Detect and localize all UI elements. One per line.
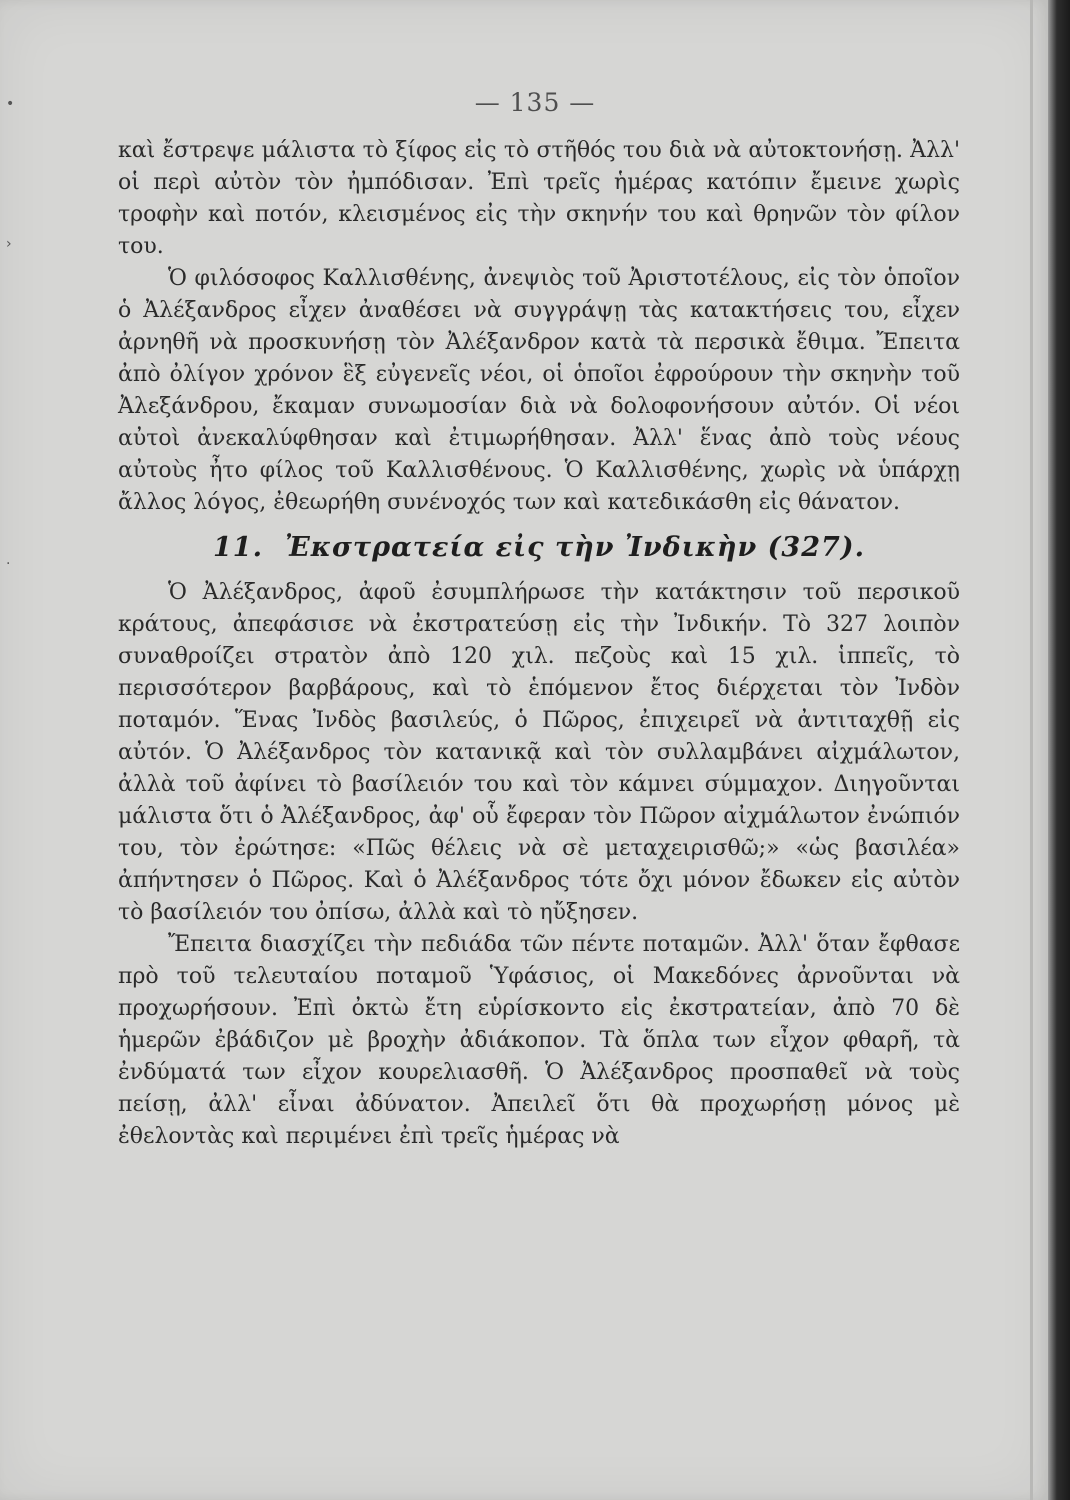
section-title: Ἐκστρατεία εἰς τὴν Ἰνδικὴν (327). bbox=[284, 532, 865, 563]
margin-mark: › bbox=[6, 236, 12, 252]
paragraph-continued: καὶ ἔστρεψε μάλιστα τὸ ξίφος εἰς τὸ στῆθός του διὰ νὰ αὐτοκτονήσῃ. Ἀλλ' οἱ περὶ αὐτὸν τὸν ἠμπόδισαν. Ἐπὶ τρεῖς ἡμέρας κατόπιν ἔμεινε χωρὶς τροφὴν καὶ ποτόν, κλεισμένος εἰς τὴν σκηνήν του καὶ θρηνῶν τὸν φίλον του. bbox=[118, 138, 960, 259]
page-edge-shadow bbox=[1048, 0, 1070, 1500]
section-number: 11. bbox=[213, 532, 263, 563]
page-number: — 135 — bbox=[474, 88, 596, 117]
page-edge-line bbox=[1030, 0, 1033, 1500]
margin-mark: • bbox=[6, 96, 15, 112]
paragraph-kallisthenes: Ὁ φιλόσοφος Καλλισθένης, ἀνεψιὸς τοῦ Ἀριστοτέλους, εἰς τὸν ὁποῖον ὁ Ἀλέξανδρος εἶχεν ἀναθέσει νὰ συγγράψῃ τὰς κατακτήσεις του, εἶχεν ἀρνηθῆ νὰ προσκυνήσῃ τὸν Ἀλέξανδρον κατὰ τὰ περσικὰ ἔθιμα. Ἔπειτα ἀπὸ ὀλίγον χρόνον ἓξ εὐγενεῖς νέοι, οἱ ὁποῖοι ἐφρούρουν τὴν σκηνὴν τοῦ Ἀλεξάνδρου, ἔκαμαν συνωμοσίαν διὰ νὰ δολοφονήσουν αὐτόν. Οἱ νέοι αὐτοὶ ἀνεκαλύφθησαν καὶ ἐτιμωρήθησαν. Ἀλλ' ἕνας ἀπὸ τοὺς νέους αὐτοὺς ἦτο φίλος τοῦ Καλλισθένους. Ὁ Καλλισθένης, χωρὶς νὰ ὑπάρχῃ ἄλλος λόγος, ἐθεωρήθη συνένοχός των καὶ κατεδικάσθη εἰς θάνατον. bbox=[118, 266, 960, 515]
paragraph-five-rivers: Ἔπειτα διασχίζει τὴν πεδιάδα τῶν πέντε ποταμῶν. Ἀλλ' ὅταν ἔφθασε πρὸ τοῦ τελευταίου ποταμοῦ Ὑφάσιος, οἱ Μακεδόνες ἀρνοῦνται νὰ προχωρήσουν. Ἐπὶ ὀκτὼ ἔτη εὑρίσκοντο εἰς ἐκστρατείαν, ἀπὸ 70 δὲ ἡμερῶν ἐβάδιζον μὲ βροχὴν ἀδιάκοπον. Τὰ ὅπλα των εἶχον φθαρῆ, τὰ ἐνδύματά των εἶχον κουρελιασθῆ. Ὁ Ἀλέξανδρος προσπαθεῖ νὰ τοὺς πείσῃ, ἀλλ' εἶναι ἀδύνατον. Ἀπειλεῖ ὅτι θὰ προχωρήσῃ μόνος μὲ ἐθελοντὰς καὶ περιμένει ἐπὶ τρεῖς ἡμέρας νὰ bbox=[118, 932, 960, 1149]
body-text bbox=[118, 135, 960, 1153]
paragraph-india-campaign: Ὁ Ἀλέξανδρος, ἀφοῦ ἐσυμπλήρωσε τὴν κατάκτησιν τοῦ περσικοῦ κράτους, ἀπεφάσισε νὰ ἐκστρατεύσῃ εἰς τὴν Ἰνδικήν. Τὸ 327 λοιπὸν συναθροίζει στρατὸν ἀπὸ 120 χιλ. πεζοὺς καὶ 15 χιλ. ἱππεῖς, τὸ περισσότερον βαρβάρους, καὶ τὸ ἑπόμενον ἔτος διέρχεται τὸν Ἰνδὸν ποταμόν. Ἕνας Ἰνδὸς βασιλεύς, ὁ Πῶρος, ἐπιχειρεῖ νὰ ἀντιταχθῇ εἰς αὐτόν. Ὁ Ἀλέξανδρος τὸν κατανικᾷ καὶ τὸν συλλαμβάνει αἰχμάλωτον, ἀλλὰ τοῦ ἀφίνει τὸ βασίλειόν του καὶ τὸν κάμνει σύμμαχον. Διηγοῦνται μάλιστα ὅτι ὁ Ἀλέξανδρος, ἀφ' οὗ ἔφεραν τὸν Πῶρον αἰχμάλωτον ἐνώπιόν του, τὸν ἐρώτησε: «Πῶς θέλεις νὰ σὲ μεταχειρισθῶ;» «ὡς βασιλέα» ἀπήντησεν ὁ Πῶρος. Καὶ ὁ Ἀλέξανδρος τότε ὄχι μόνον ἔδωκεν εἰς αὐτὸν τὸ βασίλειόν του ὀπίσω, ἀλλὰ καὶ τὸ ηὔξησεν. bbox=[118, 580, 960, 925]
margin-mark: · bbox=[6, 556, 11, 572]
section-heading bbox=[118, 529, 960, 567]
